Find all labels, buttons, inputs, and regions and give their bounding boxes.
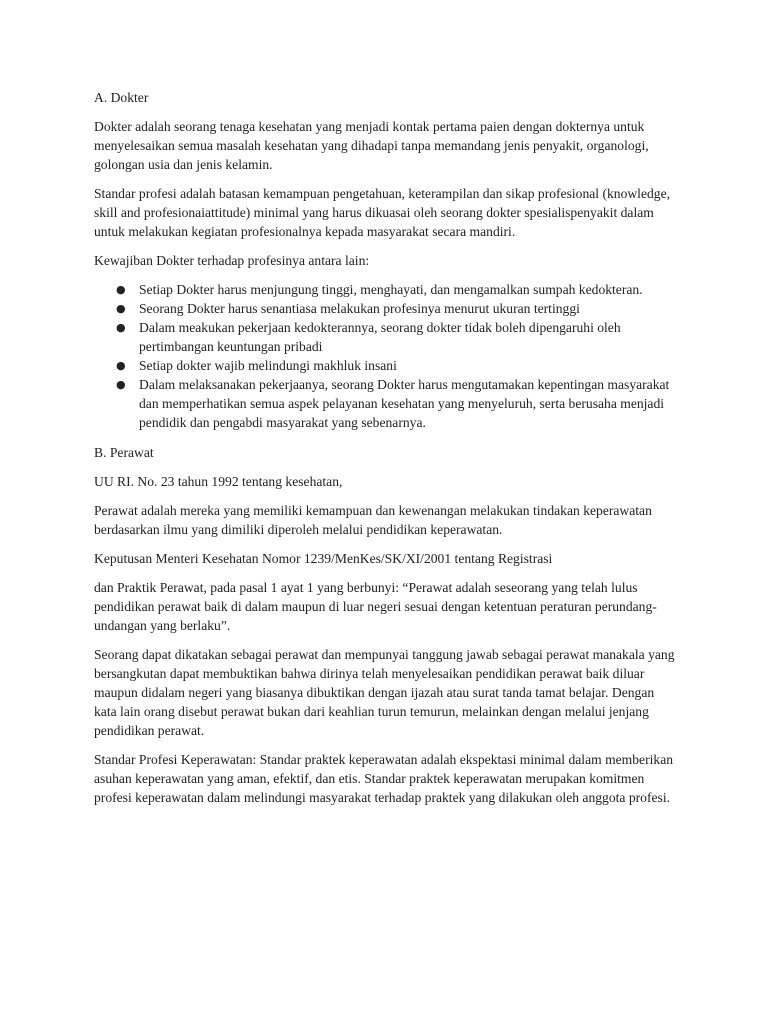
uu-ri-paragraph: UU RI. No. 23 tahun 1992 tentang kesehatan, [94, 474, 343, 489]
kewajiban-intro-paragraph: Kewajiban Dokter terhadap profesinya antara lain: [94, 253, 370, 268]
list-item [94, 280, 680, 299]
section-a-heading: A. Dokter [94, 90, 149, 105]
section-b-heading: B. Perawat [94, 445, 154, 460]
praktik-perawat-paragraph: dan Praktik Perawat, pada pasal 1 ayat 1 yang berbunyi: “Perawat adalah seseorang yang telah lulus pendidikan perawat baik di dalam maupun di luar negeri sesuai dengan ketentuan peraturan perundang-undangan yang berlaku”. [94, 580, 657, 633]
list-item-text: Dalam meakukan pekerjaan kedokterannya, seorang dokter tidak boleh dipengaruhi oleh pertimbangan keuntungan pribadi [139, 320, 621, 354]
document-page [94, 88, 680, 817]
list-item-text: Dalam melaksanakan pekerjaanya, seorang Dokter harus mengutamakan kepentingan masyarakat dan memperhatikan semua aspek pelayanan kesehatan yang menyeluruh, serta berusaha menjadi pendidik dan pengabdi masyarakat yang sebenarnya. [139, 377, 670, 430]
list-item [94, 375, 680, 432]
perawat-definition-paragraph: Perawat adalah mereka yang memiliki kemampuan dan kewenangan melakukan tindakan keperawatan berdasarkan ilmu yang dimiliki diperoleh melalui pendidikan keperawatan. [94, 503, 652, 537]
list-item [94, 318, 680, 356]
list-item [94, 299, 680, 318]
bullet-icon: ● [116, 359, 126, 372]
bullet-icon: ● [116, 321, 126, 334]
list-item-text: Seorang Dokter harus senantiasa melakukan profesinya menurut ukuran tertinggi [139, 301, 580, 316]
bullet-icon: ● [116, 302, 126, 315]
tanggung-jawab-paragraph: Seorang dapat dikatakan sebagai perawat dan mempunyai tanggung jawab sebagai perawat manakala yang bersangkutan dapat membuktikan bahwa dirinya telah menyelesaikan pendidikan perawat baik diluar maupun didalam negeri yang biasanya dibuktikan dengan ijazah atau surat tanda tamat belajar. Dengan kata lain orang disebut perawat bukan dari keahlian turun temurun, melainkan dengan melalui jenjang pendidikan perawat. [94, 647, 675, 738]
list-item-text: Setiap Dokter harus menjungung tinggi, menghayati, dan mengamalkan sumpah kedokteran. [139, 282, 643, 297]
dokter-definition-paragraph: Dokter adalah seorang tenaga kesehatan yang menjadi kontak pertama paien dengan dokternya untuk menyelesaikan semua masalah kesehatan yang dihadapi tanpa memandang jenis penyakit, organologi, golongan usia dan jenis kelamin. [94, 119, 649, 172]
list-item-text: Setiap dokter wajib melindungi makhluk insani [139, 358, 397, 373]
standar-keperawatan-paragraph: Standar Profesi Keperawatan: Standar praktek keperawatan adalah ekspektasi minimal dalam memberikan asuhan keperawatan yang aman, efektif, dan etis. Standar praktek keperawatan merupakan komitmen profesi keperawatan dalam melindungi masyarakat terhadap praktek yang dilakukan oleh anggota profesi. [94, 752, 674, 805]
list-item [94, 356, 680, 375]
bullet-icon: ● [116, 378, 126, 391]
keputusan-menteri-paragraph: Keputusan Menteri Kesehatan Nomor 1239/MenKes/SK/XI/2001 tentang Registrasi [94, 551, 553, 566]
bullet-icon: ● [116, 283, 126, 296]
standar-profesi-paragraph: Standar profesi adalah batasan kemampuan pengetahuan, keterampilan dan sikap profesional (knowledge, skill and profesionaiattitude) minimal yang harus dikuasai oleh seorang dokter spesialispenyakit dalam untuk melakukan kegiatan profesionalnya kepada masyarakat secara mandiri. [94, 186, 671, 239]
kewajiban-list [94, 280, 680, 432]
